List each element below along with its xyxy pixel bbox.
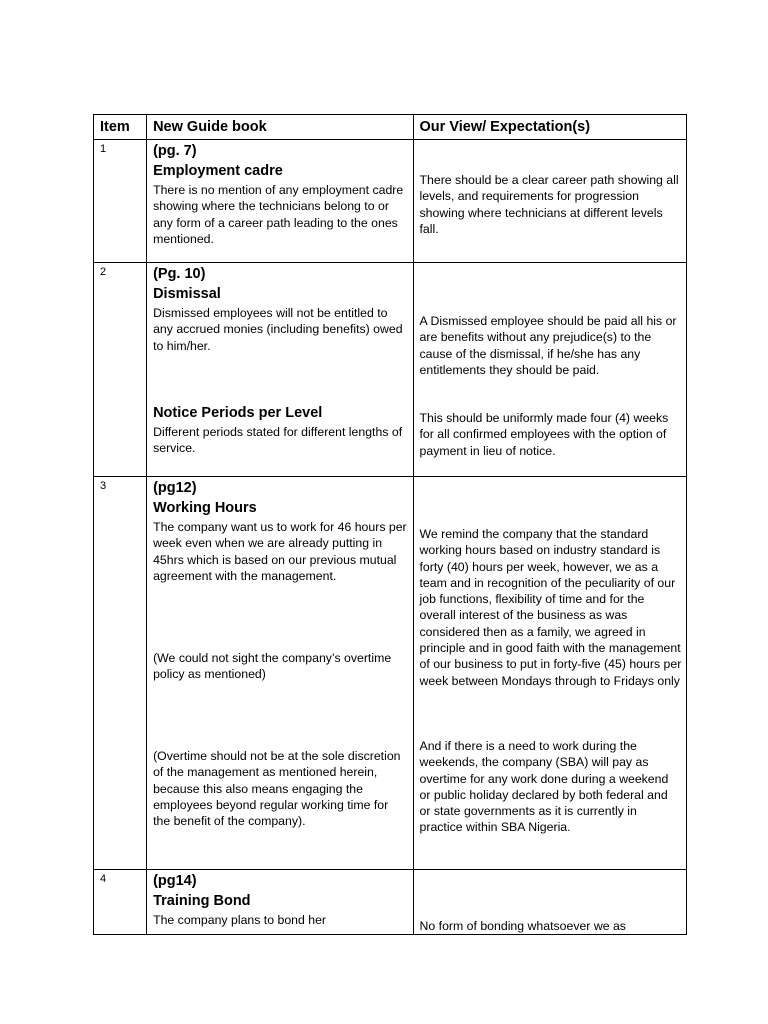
- view-cell: [413, 477, 686, 870]
- table-row: [94, 140, 687, 263]
- view-text: This should be uniformly made four (4) weeks for all confirmed employees with the option of payment in lieu of notice.: [419, 411, 669, 458]
- guide-cell: [147, 870, 413, 935]
- guide-cell: [147, 477, 413, 870]
- section-heading: Employment cadre: [153, 163, 283, 179]
- table-row: [94, 263, 687, 477]
- view-text: We remind the company that the standard working hours based on industry standard is forty (40) hours per week, however, we as a team and in recognition of the peculiarity of our job functions, flexibility of time and for the overall interest of the business as was considered then as a family, we agreed in principle and in good faith with the management of our business to put in forty-five (45) hours per week between Mondays through to Fridays only: [419, 527, 682, 688]
- guide-text: Different periods stated for different lengths of service.: [153, 425, 403, 456]
- item-cell: [94, 263, 147, 477]
- guide-text: There is no mention of any employment cadre showing where the technicians belong to or any form of a career path leading to the ones mentioned.: [153, 183, 404, 246]
- item-number: 4: [100, 873, 107, 885]
- header-guide: New Guide book: [147, 115, 413, 140]
- table-row: [94, 870, 687, 935]
- header-view: Our View/ Expectation(s): [413, 115, 686, 140]
- section-heading: Notice Periods per Level: [153, 405, 323, 421]
- item-number: 2: [100, 266, 107, 278]
- guide-text: The company want us to work for 46 hours per week even when we are already putting in 45hrs which is based on our previous mutual agreement with the management.: [153, 520, 407, 583]
- view-cell: [413, 140, 686, 263]
- item-number: 1: [100, 143, 107, 155]
- view-cell: [413, 263, 686, 477]
- header-item: Item: [94, 115, 147, 140]
- item-number: 3: [100, 480, 107, 492]
- page-ref: (Pg. 10): [153, 266, 206, 282]
- view-text: There should be a clear career path showing all levels, and requirements for progression showing where technicians at different levels fall.: [419, 173, 679, 236]
- guide-cell: [147, 140, 413, 263]
- guide-comparison-table: [93, 114, 687, 935]
- guide-text: Dismissed employees will not be entitled to any accrued monies (including benefits) owed to him/her.: [153, 306, 403, 353]
- table-header-row: [94, 115, 687, 140]
- item-cell: [94, 870, 147, 935]
- item-cell: [94, 477, 147, 870]
- view-text: No form of bonding whatsoever we as: [419, 919, 626, 933]
- guide-text: (Overtime should not be at the sole discretion of the management as mentioned herein, because this also means engaging the employees beyond regular working time for the benefit of the company).: [153, 749, 401, 829]
- item-cell: [94, 140, 147, 263]
- guide-cell: [147, 263, 413, 477]
- page-ref: (pg14): [153, 873, 197, 889]
- table-row: [94, 477, 687, 870]
- view-cell: [413, 870, 686, 935]
- section-heading: Dismissal: [153, 286, 221, 302]
- view-text: A Dismissed employee should be paid all his or are benefits without any prejudice(s) to the cause of the dismissal, if he/she has any entitlements they should be paid.: [419, 314, 677, 377]
- view-text: And if there is a need to work during the weekends, the company (SBA) will pay as overtime for any work done during a weekend or public holiday declared by both federal and or state governments as it is currently in practice within SBA Nigeria.: [419, 739, 669, 835]
- guide-note: (We could not sight the company’s overtime policy as mentioned): [153, 651, 392, 682]
- page-ref: (pg12): [153, 480, 197, 496]
- page-ref: (pg. 7): [153, 143, 197, 159]
- guide-text: The company plans to bond her: [153, 913, 327, 927]
- section-heading: Training Bond: [153, 893, 251, 909]
- section-heading: Working Hours: [153, 500, 257, 516]
